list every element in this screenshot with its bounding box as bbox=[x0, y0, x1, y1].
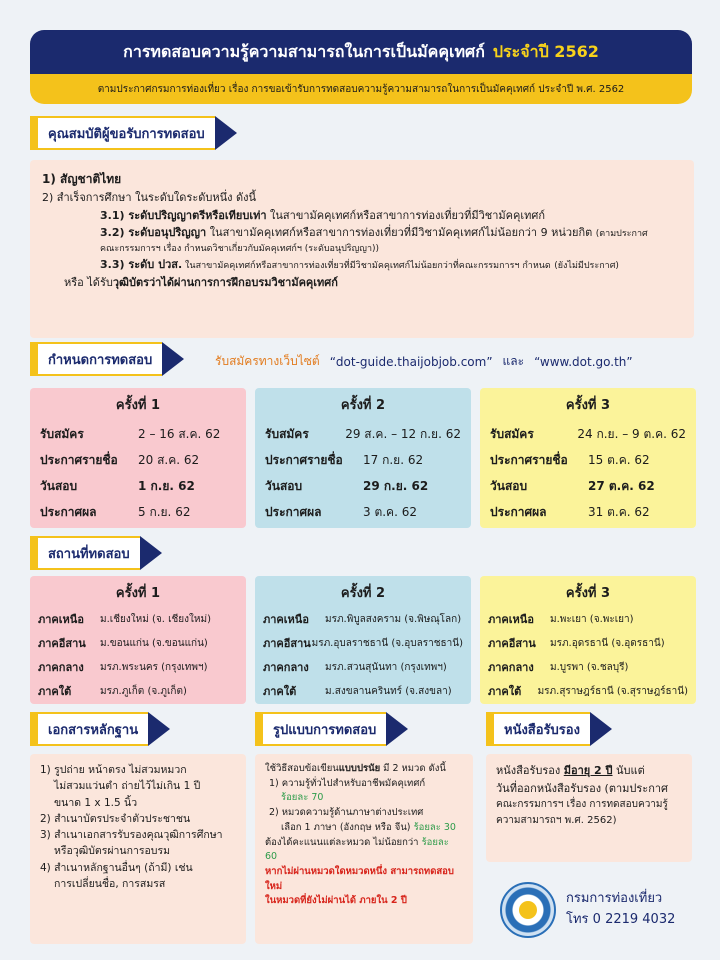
round-title: ครั้งที่ 3 bbox=[565, 586, 611, 601]
qual-sub-3: 3.3) ระดับ ปวส. ในสาขามัคคุเทศก์หรือสาขาการท่องเที่ยวที่มีวิชามัคคุเทศก์ไม่น้อยกว่าที่คณะกรรมการฯ กำหนด (ยังไม่มีประกาศ) bbox=[100, 258, 619, 272]
department-seal-icon bbox=[500, 882, 556, 938]
venue-card-1: ครั้งที่ 1 ภาคเหนือ ม.เชียงใหม่ (จ. เชียงใหม่) ภาคอีสาน ม.ขอนแก่น (จ.ขอนแก่น) ภาคกลาง มรภ.พระนคร (กรุงเทพฯ) ภาคใต้ มรภ.ภูเก็ต (จ.ภูเก็ต) bbox=[30, 576, 246, 704]
round-title: ครั้งที่ 1 bbox=[115, 586, 161, 601]
section-label: สถานที่ทดสอบ bbox=[36, 536, 140, 570]
certificate-box: หนังสือรับรอง มีอายุ 2 ปี นับแต่ วันที่ออกหนังสือรับรอง (ตามประกาศ คณะกรรมการฯ เรื่อง การทดสอบความรู้ ความสามารถฯ พ.ศ. 2562) bbox=[486, 754, 692, 862]
apply-note bbox=[215, 352, 633, 371]
arrow-icon bbox=[590, 712, 612, 746]
section-label: เอกสารหลักฐาน bbox=[36, 712, 148, 746]
documents-box: 1) รูปถ่าย หน้าตรง ไม่สวมหมวก ไม่สวมแว่นตำ ถ่ายไว้ไม่เกิน 1 ปี ขนาด 1 x 1.5 นิ้ว 2) สำเนาบัตรประจำตัวประชาชน 3) สำเนาเอกสารรับรองคุณวุฒิการศึกษา หรือวุฒิบัตรผ่านการอบรม 4) สำเนาหลักฐานอื่นๆ (ถ้ามี) เช่น การเปลี่ยนชื่อ, การสมรส bbox=[30, 754, 246, 944]
qualifications-box bbox=[30, 160, 694, 338]
qual-item-2: 2) สำเร็จการศึกษา ในระดับใดระดับหนึ่ง ดังนี้ bbox=[42, 191, 257, 205]
format-box: ใช้วิธีสอบข้อเขียนแบบปรนัย มี 2 หมวด ดังนี้ 1) ความรู้ทั่วไปสำหรับอาชีพมัคคุเทศก์ ร้อยละ 70 2) หมวดความรู้ด้านภาษาต่างประเทศ เลือก 1 ภาษา (อังกฤษ หรือ จีน) ร้อยละ 30 ต้องได้คะแนนแต่ละหมวด ไม่น้อยกว่า ร้อยละ 60 หากไม่ผ่านหมวดใดหมวดหนึ่ง สามารถทดสอบใหม่ ในหมวดที่ยังไม่ผ่านได้ ภายใน 2 ปี bbox=[255, 754, 473, 944]
department-phone[interactable]: โทร 0 2219 4032 bbox=[566, 912, 676, 927]
subtitle-bar bbox=[30, 74, 692, 104]
department-contact bbox=[500, 880, 700, 940]
qual-or: หรือ ได้รับวุฒิบัตรว่าได้ผ่านการการฝึกอบรมวิชามัคคุเทศก์ bbox=[64, 275, 338, 289]
qual-item-1: 1) สัญชาติไทย bbox=[42, 172, 122, 186]
title-banner bbox=[30, 30, 692, 104]
section-label: กำหนดการทดสอบ bbox=[36, 342, 162, 376]
section-qualifications bbox=[30, 116, 237, 150]
section-label: รูปแบบการทดสอบ bbox=[261, 712, 386, 746]
schedule-card-3: ครั้งที่ 3 รับสมัคร 24 ก.ย. – 9 ต.ค. 62 ประกาศรายชื่อ 15 ต.ค. 62 วันสอบ 27 ต.ค. 62 ประกาศผล 31 ต.ค. 62 bbox=[480, 388, 696, 528]
round-title: ครั้งที่ 3 bbox=[565, 398, 611, 413]
apply-label: รับสมัครทางเว็บไซต์ bbox=[215, 354, 320, 368]
arrow-icon bbox=[162, 342, 184, 376]
schedule-card-1: ครั้งที่ 1 รับสมัคร 2 – 16 ส.ค. 62 ประกาศรายชื่อ 20 ส.ค. 62 วันสอบ 1 ก.ย. 62 ประกาศผล 5 ก.ย. 62 bbox=[30, 388, 246, 528]
page-title: การทดสอบความรู้ความสามารถในการเป็นมัคคุเทศก์ bbox=[123, 41, 485, 61]
section-schedule bbox=[30, 342, 184, 376]
venue-card-3: ครั้งที่ 3 ภาคเหนือ ม.พะเยา (จ.พะเยา) ภาคอีสาน มรภ.อุดรธานี (จ.อุดรธานี) ภาคกลาง ม.บูรพา (จ.ชลบุรี) ภาคใต้ มรภ.สุราษฎร์ธานี (จ.สุราษฎร์ธานี) bbox=[480, 576, 696, 704]
section-label: หนังสือรับรอง bbox=[492, 712, 590, 746]
arrow-icon bbox=[148, 712, 170, 746]
apply-and: และ bbox=[502, 354, 525, 368]
qual-sub-2-line2: คณะกรรมการฯ เรื่อง กำหนดวิชาเกี่ยวกับมัคคุเทศก์ฯ (ระดับอนุปริญญา)) bbox=[100, 243, 380, 254]
subtitle: ตามประกาศกรมการท่องเที่ยว เรื่อง การขอเข้ารับการทดสอบความรู้ความสามารถในการเป็นมัคคุเทศก์ ประจำปี พ.ศ. 2562 bbox=[97, 83, 625, 95]
apply-url-1[interactable]: “dot-guide.thaijobjob.com” bbox=[329, 354, 493, 369]
title-year: ประจำปี 2562 bbox=[492, 41, 599, 61]
department-name: กรมการท่องเที่ยว bbox=[566, 891, 663, 907]
section-certificate bbox=[486, 712, 612, 746]
section-format bbox=[255, 712, 408, 746]
qual-sub-1: 3.1) ระดับปริญญาตรีหรือเทียบเท่า ในสาขามัคคุเทศก์หรือสาขาการท่องเที่ยวที่มีวิชามัคคุเทศก์ bbox=[100, 208, 546, 222]
arrow-icon bbox=[140, 536, 162, 570]
arrow-icon bbox=[215, 116, 237, 150]
title-bar bbox=[30, 30, 692, 74]
round-title: ครั้งที่ 2 bbox=[340, 586, 386, 601]
venue-card-2: ครั้งที่ 2 ภาคเหนือ มรภ.พิบูลสงคราม (จ.พิษณุโลก) ภาคอีสาน มรภ.อุบลราชธานี (จ.อุบลราชธานี) ภาคกลาง มรภ.สวนสุนันทา (กรุงเทพฯ) ภาคใต้ ม.สงขลานครินทร์ (จ.สงขลา) bbox=[255, 576, 471, 704]
section-venue bbox=[30, 536, 162, 570]
schedule-card-2: ครั้งที่ 2 รับสมัคร 29 ส.ค. – 12 ก.ย. 62 ประกาศรายชื่อ 17 ก.ย. 62 วันสอบ 29 ก.ย. 62 ประกาศผล 3 ต.ค. 62 bbox=[255, 388, 471, 528]
section-label: คุณสมบัติผู้ขอรับการทดสอบ bbox=[36, 116, 215, 150]
section-documents bbox=[30, 712, 170, 746]
apply-url-2[interactable]: “www.dot.go.th” bbox=[534, 354, 633, 369]
round-title: ครั้งที่ 2 bbox=[340, 398, 386, 413]
qual-sub-2: 3.2) ระดับอนุปริญญา ในสาขามัคคุเทศก์หรือสาขาการท่องเที่ยวที่มีวิชามัคคุเทศก์ไม่น้อยกว่า 9 หน่วยกิต (ตามประกาศ bbox=[100, 226, 648, 240]
round-title: ครั้งที่ 1 bbox=[115, 398, 161, 413]
arrow-icon bbox=[386, 712, 408, 746]
